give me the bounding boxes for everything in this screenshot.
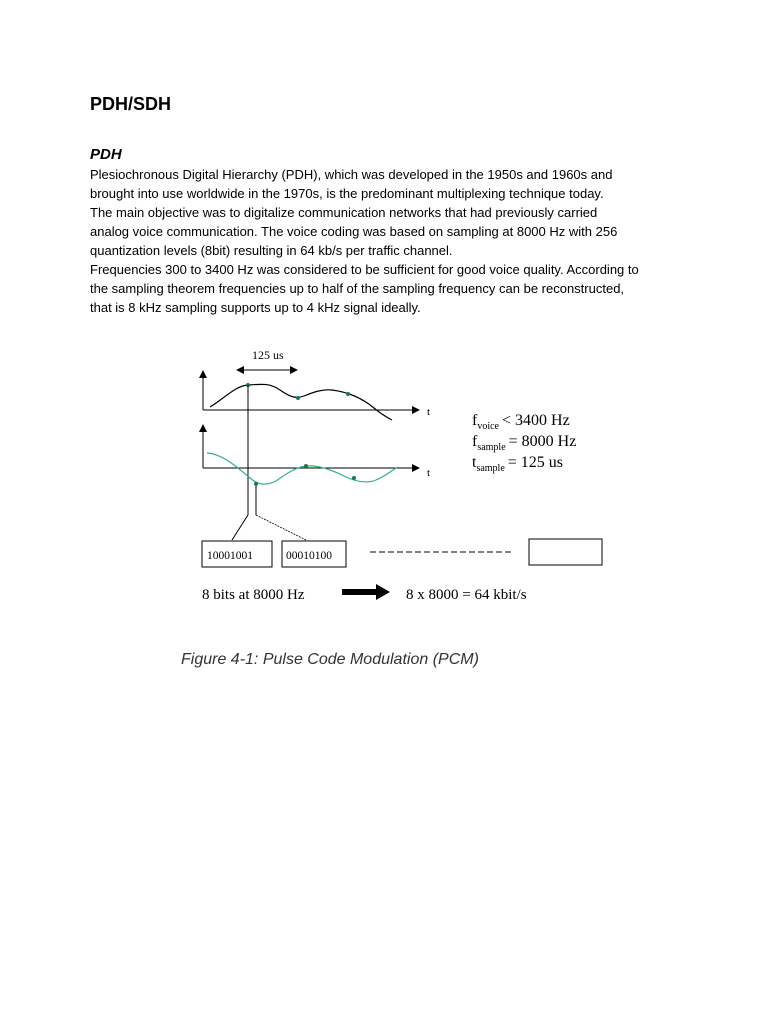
period-label: 125 us xyxy=(252,348,284,362)
code-word-1: 10001001 xyxy=(207,550,253,562)
paragraph-line: Frequencies 300 to 3400 Hz was considered to be sufficient for good voice quality. According to xyxy=(90,262,639,277)
sample-point xyxy=(296,396,300,400)
body-paragraph xyxy=(90,165,690,317)
code-box xyxy=(529,539,602,565)
bottom-axis-label: t xyxy=(427,467,431,479)
paragraph-line: The main objective was to digitalize communication networks that had previously carried xyxy=(90,205,598,220)
analog-waveform xyxy=(210,384,392,420)
sampled-waveform xyxy=(207,453,398,484)
sample-point xyxy=(254,482,258,486)
connector-line xyxy=(256,515,306,540)
param-fsample: $f_{sample} = 8000$ Hz xyxy=(472,433,577,453)
pcm-figure xyxy=(0,330,768,690)
paragraph-line: brought into use worldwide in the 1970s, is the predominant multiplexing technique today. xyxy=(90,186,604,201)
param-tsample: $t_{sample} = 125$ us xyxy=(472,454,564,474)
param-fvoice: $f_{voice} < 3400$ Hz xyxy=(472,412,570,432)
paragraph-line: the sampling theorem frequencies up to half of the sampling frequency can be reconstructed, xyxy=(90,281,625,296)
rate-text: 8 x 8000 = 64 kbit/s xyxy=(406,587,527,603)
paragraph-line: Plesiochronous Digital Hierarchy (PDH), which was developed in the 1950s and 1960s and xyxy=(90,167,613,182)
paragraph-line: analog voice communication. The voice coding was based on sampling at 8000 Hz with 256 xyxy=(90,224,618,239)
right-arrow-icon xyxy=(342,584,390,600)
sample-point xyxy=(352,476,356,480)
paragraph-line: that is 8 kHz sampling supports up to 4 kHz signal ideally. xyxy=(90,300,421,315)
sample-point xyxy=(346,392,350,396)
code-word-2: 00010100 xyxy=(286,550,332,562)
section-heading: PDH xyxy=(90,146,122,163)
figure-caption: Figure 4-1: Pulse Code Modulation (PCM) xyxy=(181,651,479,668)
sample-point xyxy=(304,464,308,468)
bits-text: 8 bits at 8000 Hz xyxy=(202,587,305,603)
page-title: PDH/SDH xyxy=(90,94,172,114)
paragraph-line: quantization levels (8bit) resulting in 64 kb/s per traffic channel. xyxy=(90,243,453,258)
top-axis-label: t xyxy=(427,406,431,418)
connector-line xyxy=(232,515,248,540)
